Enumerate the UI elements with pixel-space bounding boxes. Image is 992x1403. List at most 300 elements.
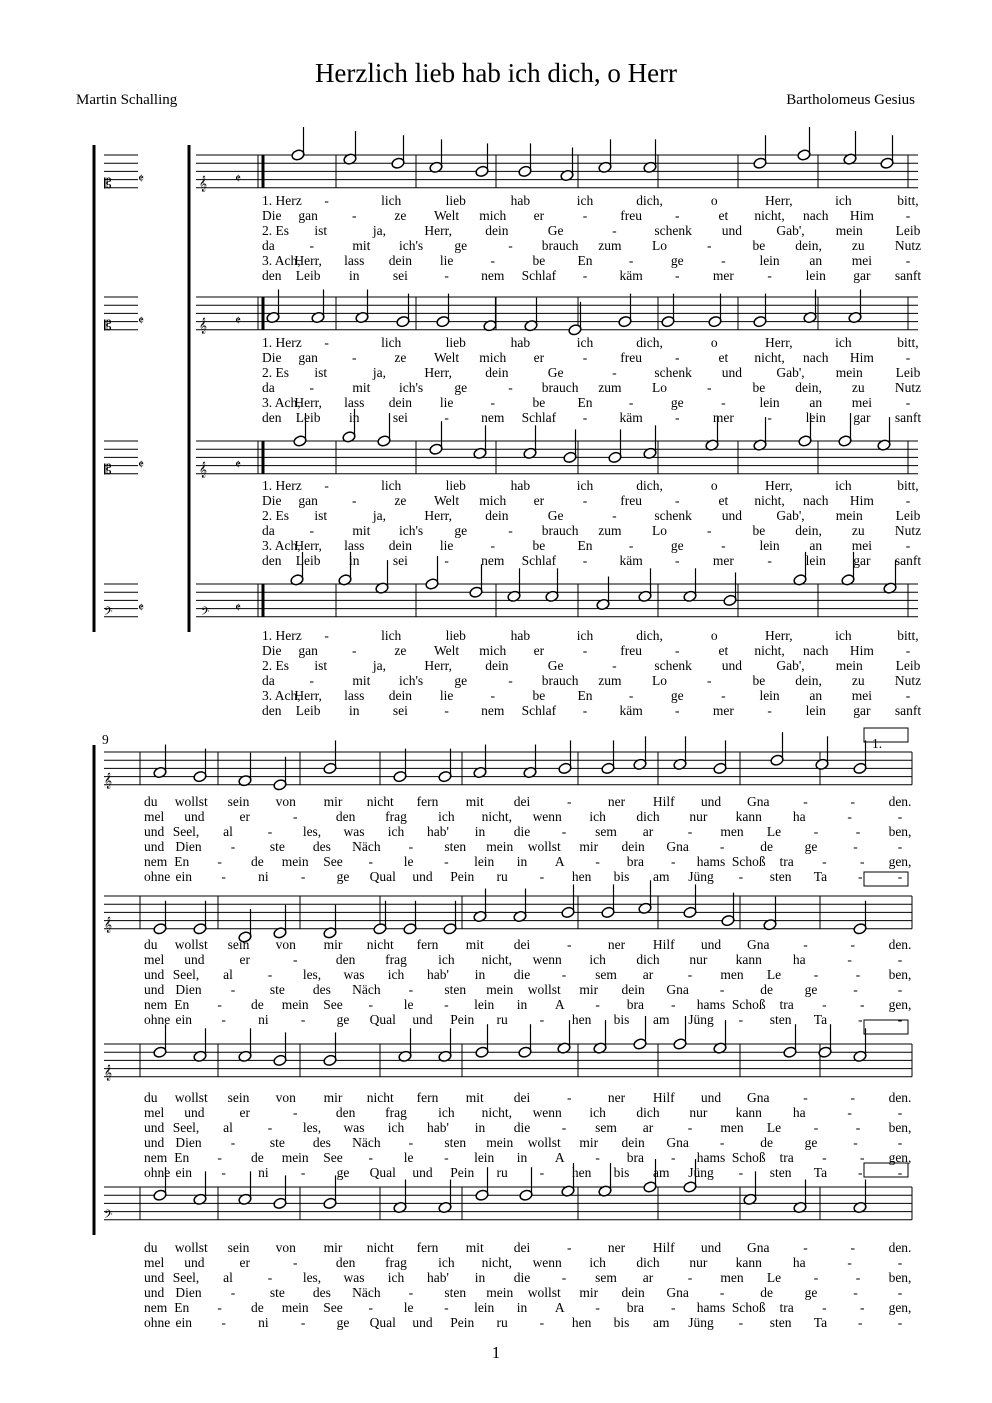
system2-lyric: ge [336, 1012, 350, 1027]
system2-lyric: bis [613, 869, 630, 884]
system2-lyric: hen [571, 1165, 592, 1180]
system2-lyric: ni [258, 1315, 269, 1330]
system1-lyric: - [905, 493, 911, 508]
system2-lyric: - [408, 839, 414, 854]
system2-lyric: - [368, 997, 374, 1012]
system2-lyric: - [300, 1165, 306, 1180]
system2-lyric: lein [474, 854, 495, 869]
system2-lyric: wenn [532, 809, 562, 824]
system1-lyric: dein [485, 223, 509, 238]
system2-lyric: und [700, 1090, 722, 1105]
system2-lyric: ich [387, 824, 405, 839]
system1-lyric: brauch [541, 673, 579, 688]
system2-lyric: ru [496, 1165, 508, 1180]
system1-lyric: zum [598, 238, 622, 253]
system2-lyric: - [444, 1150, 449, 1165]
system1-lyric: Herr, [294, 538, 322, 553]
system1-lyric: - [444, 703, 449, 718]
system1-lyric: mein [835, 365, 863, 380]
system2-lyric: Gna [747, 794, 770, 809]
system1-lyric: Leib [895, 658, 921, 673]
system1-lyric: Herr, [424, 658, 452, 673]
system1-lyric: lich [381, 478, 402, 493]
system1-lyric: Schlaf [521, 268, 557, 283]
system2-lyric: - [561, 1270, 567, 1285]
system2-lyric: Dien [175, 839, 202, 854]
system2-lyric: En [174, 1300, 190, 1315]
system2-lyric: frag [385, 1105, 407, 1120]
system2-lyric: dei [513, 794, 531, 809]
system2-lyric: wollst [174, 794, 208, 809]
system2-lyric: A [554, 1150, 565, 1165]
page-number: 1 [491, 1343, 501, 1362]
system2-lyric: Gna [666, 982, 689, 997]
system2-lyric: de [251, 1150, 264, 1165]
system1-lyric: gar [853, 703, 871, 718]
system2-lyric: und [144, 1270, 165, 1285]
system1-lyric: in [349, 703, 360, 718]
system2-lyric: Hilf [652, 794, 675, 809]
system2-lyric: hab' [427, 1120, 449, 1135]
system2-lyric: sein [227, 1240, 250, 1255]
system2-lyric: - [408, 1285, 414, 1300]
system2-lyric: - [300, 1315, 306, 1330]
volta-label-1: 1. [872, 736, 883, 751]
system2-lyric: mein [486, 1285, 514, 1300]
system2-lyric: ru [496, 1012, 508, 1027]
system2-lyric: den [335, 952, 356, 967]
system1-lyric: 3. Ach, [262, 538, 301, 553]
system2-lyric: lein [474, 997, 495, 1012]
time-signature-icon: 𝄵 [138, 170, 145, 186]
system1-lyric: - [444, 410, 449, 425]
system2-lyric: wollst [527, 1285, 561, 1300]
system2-lyric: was [343, 824, 365, 839]
system2-lyric: ohne [144, 869, 171, 884]
system1-lyric: bitt, [897, 193, 919, 208]
system2-lyric: - [595, 997, 600, 1012]
system2-lyric: wenn [532, 952, 562, 967]
system2-lyric: - [567, 1090, 572, 1105]
system1-lyric: sei [392, 268, 408, 283]
system1-lyric: - [767, 553, 772, 568]
system1-lyric: Him [849, 208, 874, 223]
system2-lyric: - [897, 982, 903, 997]
system2-lyric: les, [302, 967, 322, 982]
system1-lyric: - [675, 208, 680, 223]
system2-lyric: ner [607, 1090, 626, 1105]
system2-lyric: al [223, 1120, 233, 1135]
system2-lyric: fern [416, 794, 439, 809]
system1-lyric: mein [835, 223, 863, 238]
system2-lyric: - [855, 1270, 861, 1285]
system2-lyric: du [144, 1090, 158, 1105]
system1-lyric: lass [344, 688, 365, 703]
system1-lyric: - [905, 538, 911, 553]
system1-lyric: bitt, [897, 478, 919, 493]
system2-lyric: - [719, 839, 725, 854]
system2-lyric: - [567, 1240, 572, 1255]
system2-lyric: sem [595, 824, 617, 839]
system2-lyric: Gna [747, 937, 770, 952]
system2-lyric: Gna [747, 1240, 770, 1255]
system2-lyric: les, [302, 1270, 322, 1285]
system2-lyric: ge [336, 869, 350, 884]
system2-lyric: sten [444, 1285, 467, 1300]
system1-lyric: ge [670, 538, 684, 553]
system2-lyric: er [239, 1255, 251, 1270]
system2-lyric: - [813, 824, 819, 839]
system1-lyric: - [444, 268, 449, 283]
system2-lyric: - [738, 1315, 744, 1330]
system1-lyric: nach [802, 208, 829, 223]
system2-lyric: - [595, 1150, 600, 1165]
system1-lyric: En [577, 253, 593, 268]
system1-lyric: zu [851, 238, 865, 253]
system1-lyric: an [809, 538, 823, 553]
system1-lyric: - [582, 703, 588, 718]
system2-lyric: ha [792, 952, 806, 967]
system1-lyric: 1. Herz [262, 193, 302, 208]
system1-lyric: - [612, 223, 617, 238]
system2-lyric: A [554, 854, 565, 869]
system2-lyric: - [444, 854, 449, 869]
system1-lyric: Herr, [424, 365, 452, 380]
system2-lyric: nicht [366, 1240, 394, 1255]
system2-lyric: ein [175, 1012, 193, 1027]
system2-lyric: - [847, 1105, 852, 1120]
system2-lyric: mir [579, 1135, 599, 1150]
system1-lyric: lass [344, 395, 365, 410]
system1-lyric: Gab', [776, 508, 805, 523]
system2-lyric: - [221, 869, 226, 884]
system2-lyric: - [217, 854, 222, 869]
time-signature-icon: 𝄵 [138, 312, 145, 328]
system2-lyric: - [217, 997, 222, 1012]
system2-lyric: die [513, 1120, 531, 1135]
system2-lyric: - [687, 1120, 693, 1135]
system1-lyric: Gab', [776, 658, 805, 673]
system1-lyric: - [490, 395, 495, 410]
system1-lyric: Herr, [765, 193, 793, 208]
system1-lyric: ge [454, 380, 468, 395]
system1-lyric: an [809, 253, 823, 268]
system2-lyric: bra [626, 1150, 645, 1165]
system2-lyric: ste [269, 839, 285, 854]
system2-lyric: - [897, 1165, 903, 1180]
system2-lyric: tra [779, 854, 794, 869]
system2-lyric: und [144, 839, 165, 854]
system2-lyric: und [700, 794, 722, 809]
system1-lyric: - [508, 238, 513, 253]
system2-lyric: ge [804, 982, 818, 997]
system2-lyric: von [275, 1240, 296, 1255]
system2-lyric: Le [766, 967, 782, 982]
system1-lyric: - [490, 538, 495, 553]
system1-lyric: Leib [295, 703, 321, 718]
system1-lyric: sei [392, 553, 408, 568]
system2-lyric: nur [689, 1105, 708, 1120]
system1-lyric: lein [759, 395, 780, 410]
system2-lyric: fern [416, 1090, 439, 1105]
system1-lyric: Lo [652, 673, 668, 688]
system1-lyric: mich [479, 643, 507, 658]
system1-lyric: ze [394, 350, 407, 365]
system1-lyric: käm [619, 268, 643, 283]
system2-lyric: tra [779, 1300, 794, 1315]
system2-lyric: - [217, 1300, 222, 1315]
system2-lyric: nur [689, 952, 708, 967]
system2-lyric: al [223, 1270, 233, 1285]
system1-lyric: Welt [433, 350, 460, 365]
system1-lyric: und [721, 223, 742, 238]
system1-lyric: Schlaf [521, 703, 557, 718]
system2-lyric: mel [144, 952, 165, 967]
system1-lyric: dich, [636, 628, 663, 643]
system1-lyric: gan [298, 493, 318, 508]
system2-lyric: - [897, 1285, 903, 1300]
system2-lyric: - [855, 967, 861, 982]
system2-lyric: du [144, 1240, 158, 1255]
system2-lyric: ohne [144, 1165, 171, 1180]
system2-lyric: - [368, 1300, 374, 1315]
system1-lyric: mer [712, 268, 734, 283]
system1-lyric: - [324, 478, 329, 493]
system2-lyric: ich [438, 1105, 455, 1120]
system1-lyric: - [675, 643, 680, 658]
system2-lyric: See [323, 1150, 343, 1165]
system2-lyric: - [368, 1150, 374, 1165]
system2-lyric: in [516, 1150, 528, 1165]
system2-lyric: kann [735, 952, 762, 967]
system2-lyric: - [267, 1270, 273, 1285]
system2-lyric: hams [696, 854, 726, 869]
system1-lyric: dein [388, 395, 413, 410]
system2-lyric: ben, [888, 967, 912, 982]
system2-lyric: hen [571, 1315, 592, 1330]
system2-lyric: - [408, 982, 414, 997]
system2-lyric: Seel, [172, 1270, 200, 1285]
system2-lyric: die [513, 824, 531, 839]
system2-lyric: ste [269, 1285, 285, 1300]
system2-lyric: ich [589, 1255, 606, 1270]
system2-lyric: nicht, [481, 809, 512, 824]
system2-lyric: ich [438, 952, 455, 967]
system2-lyric: Jüng [688, 1012, 714, 1027]
system2-lyric: - [267, 967, 273, 982]
system1-lyric: nicht, [754, 350, 785, 365]
system2-lyric: al [223, 824, 233, 839]
system1-lyric: - [905, 208, 911, 223]
system1-lyric: zu [851, 523, 865, 538]
system2-lyric: tra [779, 1150, 794, 1165]
system2-lyric: und [144, 824, 165, 839]
system1-lyric: ich [576, 193, 594, 208]
system1-lyric: gar [853, 268, 871, 283]
system1-lyric: Die [262, 208, 282, 223]
system1-lyric: hab [510, 478, 531, 493]
system2-lyric: sten [769, 1165, 792, 1180]
system1-lyric: sei [392, 703, 408, 718]
system2-lyric: hams [696, 997, 726, 1012]
system1-lyric: 2. Es [262, 223, 289, 238]
time-signature-icon: 𝄵 [235, 312, 242, 328]
system1-lyric: da [262, 380, 275, 395]
system2-lyric: dich [636, 952, 660, 967]
system2-lyric: sein [227, 937, 250, 952]
system1-lyric: - [582, 493, 588, 508]
system1-lyric: Leib [895, 365, 921, 380]
system1-lyric: - [508, 523, 513, 538]
system2-lyric: mel [144, 1255, 165, 1270]
system2-lyric: Dien [175, 1135, 202, 1150]
system1-lyric: da [262, 523, 275, 538]
system2-lyric: Ta [813, 1012, 828, 1027]
system2-lyric: - [853, 839, 858, 854]
system2-lyric: Näch [352, 1135, 381, 1150]
system2-lyric: des [312, 982, 331, 997]
system1-lyric: ich [835, 335, 852, 350]
system1-lyric: be [752, 523, 766, 538]
system1-lyric: 1. Herz [262, 478, 302, 493]
system1-lyric: da [262, 238, 275, 253]
system2-lyric: den. [888, 794, 912, 809]
system2-lyric: ge [804, 1135, 818, 1150]
system1-lyric: in [349, 553, 360, 568]
system1-lyric: er [533, 643, 545, 658]
system2-lyric: ge [336, 1165, 350, 1180]
system1-lyric: den [262, 553, 282, 568]
system2-lyric: gen, [888, 1150, 912, 1165]
system2-lyric: A [554, 997, 565, 1012]
system1-lyric: dein [485, 365, 509, 380]
system1-lyric: En [577, 538, 593, 553]
system2-lyric: - [850, 937, 855, 952]
system1-lyric: ich's [398, 673, 424, 688]
system2-lyric: von [275, 794, 296, 809]
system1-lyric: - [352, 493, 357, 508]
system2-lyric: - [687, 824, 693, 839]
system1-lyric: und [721, 365, 742, 380]
system1-lyric: da [262, 673, 275, 688]
system1-lyric: Welt [433, 208, 460, 223]
system1-lyric: den [262, 703, 282, 718]
system2-lyric: - [300, 869, 306, 884]
system1-lyric: ich [835, 193, 852, 208]
system2-lyric: le [403, 1300, 414, 1315]
system2-lyric: ohne [144, 1012, 171, 1027]
system2-lyric: Pein [450, 1165, 475, 1180]
system1-lyric: dein [388, 688, 413, 703]
system2-lyric: Näch [352, 982, 381, 997]
system1-lyric: - [612, 658, 617, 673]
system2-lyric: mein [486, 839, 514, 854]
system2-lyric: mit [465, 1240, 484, 1255]
system2-lyric: am [653, 1165, 670, 1180]
system2-lyric: was [343, 967, 365, 982]
system2-lyric: ein [175, 1165, 193, 1180]
system1-lyric: ich's [398, 238, 424, 253]
system2-lyric: Jüng [688, 869, 714, 884]
system2-lyric: - [719, 1285, 725, 1300]
system2-lyric: Schoß [731, 1150, 766, 1165]
system2-lyric: und [144, 1135, 165, 1150]
system1-lyric: 3. Ach, [262, 688, 301, 703]
system2-lyric: nicht, [481, 1105, 512, 1120]
system1-lyric: er [533, 350, 545, 365]
system1-lyric: - [582, 268, 588, 283]
system1-lyric: nach [802, 350, 829, 365]
system1-lyric: sanft [894, 553, 922, 568]
staves [94, 145, 918, 1235]
system2-lyric: - [738, 1165, 744, 1180]
system1-lyric: Ge [547, 658, 564, 673]
system2-lyric: er [239, 1105, 251, 1120]
treble-clef-icon: 𝄞 [104, 772, 112, 788]
system1-lyric: - [508, 673, 513, 688]
system2-lyric: des [312, 1135, 331, 1150]
system2-lyric: - [217, 1150, 222, 1165]
system1-lyric: - [582, 208, 588, 223]
system1-lyric: Ge [547, 365, 564, 380]
system1-lyric: freu [620, 643, 643, 658]
system1-lyric: lieb [445, 478, 466, 493]
system1-lyric: ze [394, 493, 407, 508]
system1-lyric: gar [853, 410, 871, 425]
system1-lyric: ich's [398, 523, 424, 538]
system1-lyric: Herr, [765, 478, 793, 493]
system2-lyric: frag [385, 1255, 407, 1270]
system2-lyric: - [292, 809, 298, 824]
system1-lyric: Leib [295, 553, 321, 568]
system1-lyric: und [721, 508, 742, 523]
system2-lyric: - [230, 982, 236, 997]
system2-lyric: - [822, 1150, 827, 1165]
system2-lyric: - [539, 1012, 545, 1027]
system2-lyric: - [292, 1105, 298, 1120]
system1-lyric: schenk [654, 658, 692, 673]
system1-lyric: - [767, 703, 772, 718]
c-clef-icon: 𝄡 [104, 175, 112, 191]
system2-lyric: sein [227, 1090, 250, 1105]
system2-lyric: mit [465, 1090, 484, 1105]
system1-lyric: lieb [445, 193, 466, 208]
system1-lyric: dein, [795, 380, 822, 395]
system2-lyric: - [897, 839, 903, 854]
system2-lyric: und [144, 967, 165, 982]
system1-lyric: hab [510, 628, 531, 643]
system2-lyric: - [855, 824, 861, 839]
system2-lyric: am [653, 1012, 670, 1027]
measure-number: 9 [102, 732, 109, 747]
treble-clef-icon: 𝄞 [199, 317, 207, 333]
system2-lyric: tra [779, 997, 794, 1012]
system1-lyric: et [718, 493, 729, 508]
system2-lyric: in [474, 824, 486, 839]
system2-lyric: wollst [174, 1090, 208, 1105]
system1-lyric: - [721, 253, 726, 268]
system2-lyric: - [857, 1165, 863, 1180]
system1-lyric: ge [454, 673, 468, 688]
system1-lyric: - [612, 365, 617, 380]
system2-lyric: wollst [174, 1240, 208, 1255]
system2-lyric: nem [144, 854, 168, 869]
system1-lyric: Herr, [294, 253, 322, 268]
system2-lyric: nem [144, 1150, 168, 1165]
system2-lyric: fern [416, 937, 439, 952]
system1-lyric: - [309, 523, 314, 538]
system2-lyric: men [720, 1120, 744, 1135]
